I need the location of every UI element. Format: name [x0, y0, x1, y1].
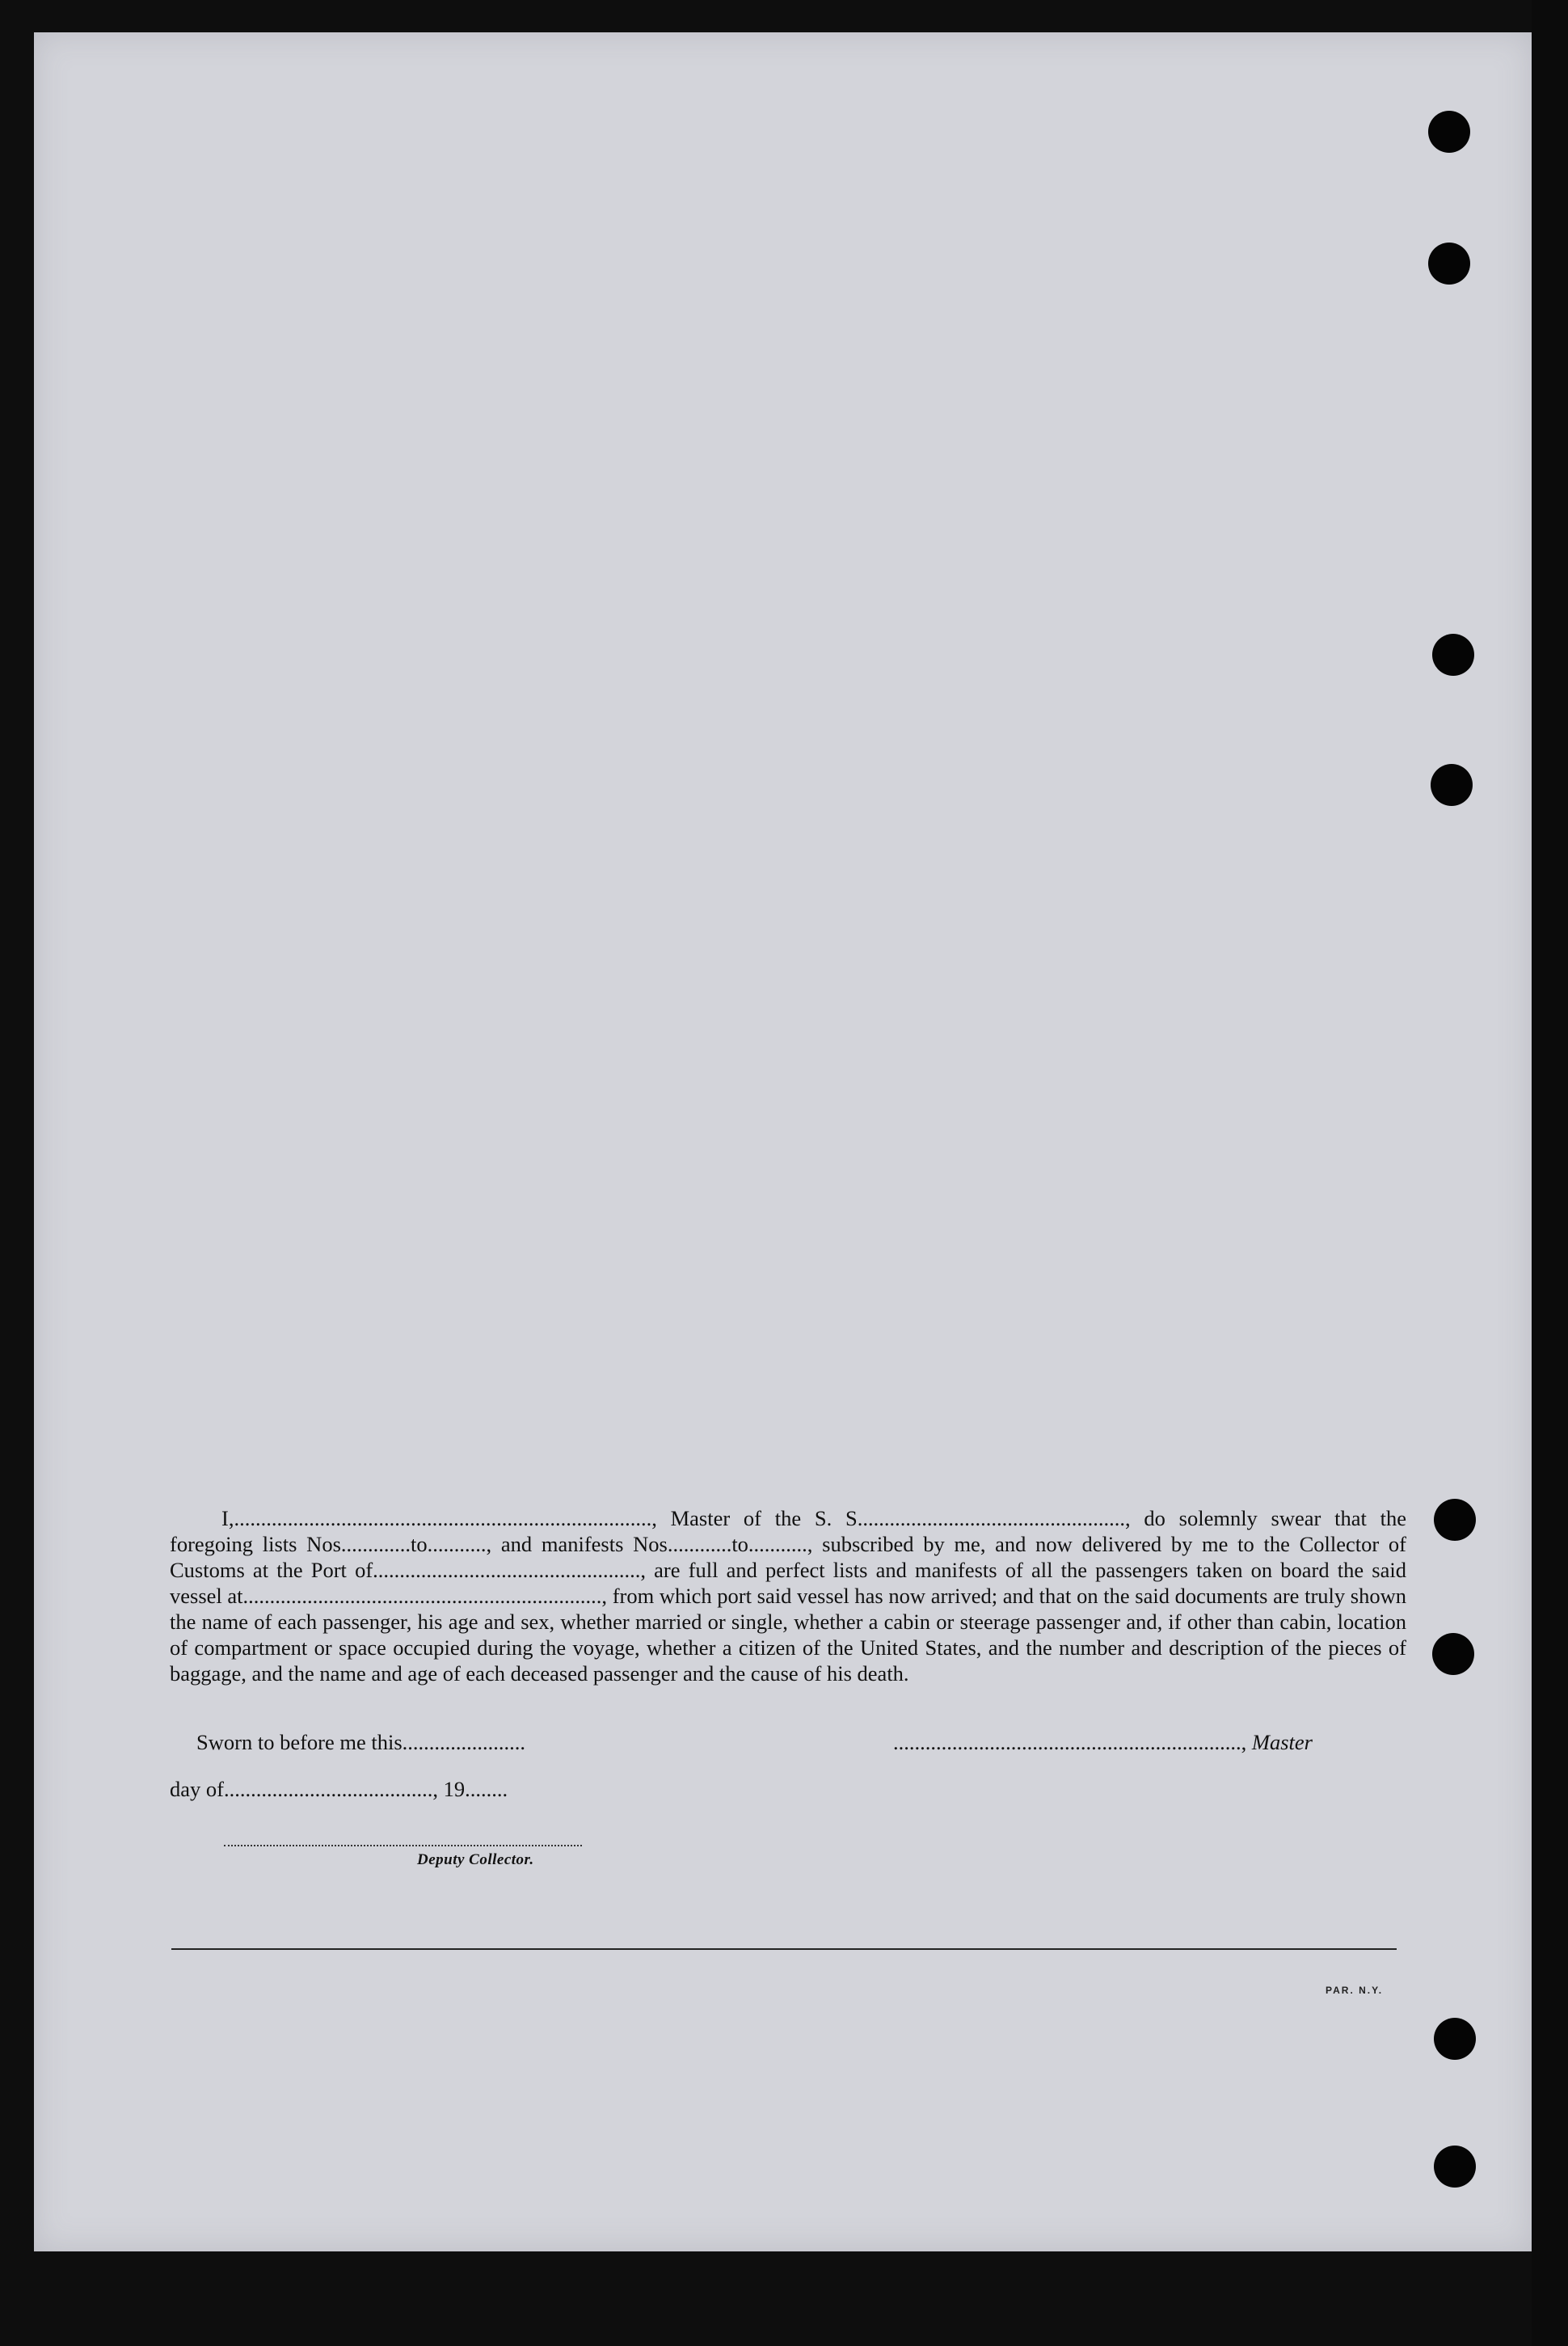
master-signature-dots: .................................................................,: [893, 1730, 1247, 1754]
deputy-signature-line: [224, 1845, 582, 1846]
punch-hole: [1434, 2146, 1476, 2188]
document-sheet: [34, 32, 1532, 2251]
scan-border: [1532, 0, 1568, 2346]
punch-hole: [1434, 2018, 1476, 2060]
sworn-before-me-line: Sworn to before me this.......................: [196, 1730, 526, 1754]
punch-hole: [1428, 111, 1470, 153]
punch-hole: [1428, 243, 1470, 285]
deputy-collector-label: Deputy Collector.: [417, 1851, 534, 1868]
oath-text: I,.............................................................................., Master of the S. S.................................................., do solemnly swear that the foregoing lists Nos.............to..........., and manifests Nos............to..........., subscribed by me, and now delivered by me to the Collector of Customs at the Port of.................................................., are full and perfect lists and manifests of all the passengers taken on board the said vessel at..................................................................., from which port said vessel has now arrived; and that on the said documents are truly shown the name of each passenger, his age and sex, whether married or single, whether a cabin or steerage passenger and, if other than cabin, location of compartment or space occupied during the voyage, whether a citizen of the United States, and the number and description of the pieces of baggage, and the name and age of each deceased passenger and the cause of his death.: [170, 1506, 1406, 1686]
day-of-line: day of......................................., 19........: [170, 1777, 508, 1801]
punch-hole: [1431, 764, 1473, 806]
punch-hole: [1432, 634, 1474, 676]
master-label: Master: [1251, 1730, 1313, 1754]
bleed-through-ghost-text: [155, 154, 1368, 1043]
oath-paragraph: [170, 1505, 1406, 1686]
printer-mark: PAR. N.Y.: [1326, 1985, 1384, 1996]
master-signature-line: [893, 1730, 1313, 1755]
punch-hole: [1432, 1633, 1474, 1675]
horizontal-rule: [171, 1948, 1397, 1950]
punch-hole: [1434, 1499, 1476, 1541]
